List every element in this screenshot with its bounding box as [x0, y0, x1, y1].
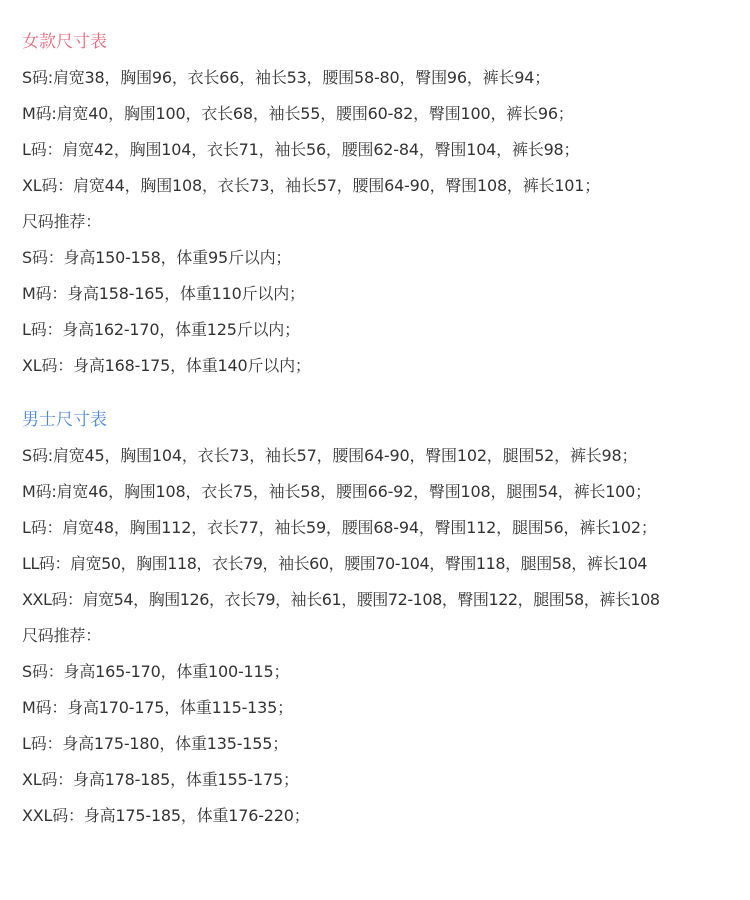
women-recommend-label: 尺码推荐：: [22, 212, 102, 231]
men-size-section: [22, 402, 742, 834]
men-recommend-label: 尺码推荐：: [22, 626, 102, 645]
men-recommend-s: S码：身高165-170，体重100-115；: [22, 662, 290, 681]
women-recommend-xl: XL码：身高168-175，体重140斤以内；: [22, 356, 311, 375]
men-recommend-l: L码：身高175-180，体重135-155；: [22, 734, 289, 753]
women-recommend-m: M码：身高158-165，体重110斤以内；: [22, 284, 305, 303]
men-recommend-xl: XL码：身高178-185，体重155-175；: [22, 770, 299, 789]
men-size-ll: LL码：肩宽50，胸围118，衣长79，袖长60，腰围70-104，臀围118，腿围58，裤长104: [22, 554, 648, 573]
men-size-s: S码:肩宽45，胸围104，衣长73，袖长57，腰围64-90，臀围102，腿围52，裤长98；: [22, 446, 638, 465]
men-size-xxl: XXL码：肩宽54，胸围126，衣长79，袖长61，腰围72-108，臀围122，腿围58，裤长108: [22, 590, 660, 609]
women-size-m: M码:肩宽40，胸围100，衣长68，袖长55，腰围60-82，臀围100，裤长96；: [22, 104, 574, 123]
women-size-l: L码：肩宽42，胸围104，衣长71，袖长56，腰围62-84，臀围104，裤长98；: [22, 140, 580, 159]
men-size-m: M码:肩宽46，胸围108，衣长75，袖长58，腰围66-92，臀围108，腿围54，裤长100；: [22, 482, 651, 501]
women-size-section: [22, 24, 742, 384]
women-size-title: 女款尺寸表: [22, 32, 107, 52]
men-size-l: L码：肩宽48，胸围112，衣长77，袖长59，腰围68-94，臀围112，腿围56，裤长102；: [22, 518, 657, 537]
men-recommend-xxl: XXL码：身高175-185，体重176-220；: [22, 806, 310, 825]
men-size-title: 男士尺寸表: [22, 410, 107, 430]
women-size-s: S码:肩宽38，胸围96，衣长66，袖长53，腰围58-80，臀围96，裤长94；: [22, 68, 550, 87]
women-recommend-s: S码：身高150-158，体重95斤以内；: [22, 248, 292, 267]
women-size-xl: XL码：肩宽44，胸围108，衣长73，袖长57，腰围64-90，臀围108，裤长101；: [22, 176, 601, 195]
women-recommend-l: L码：身高162-170，体重125斤以内；: [22, 320, 300, 339]
men-recommend-m: M码：身高170-175，体重115-135；: [22, 698, 293, 717]
